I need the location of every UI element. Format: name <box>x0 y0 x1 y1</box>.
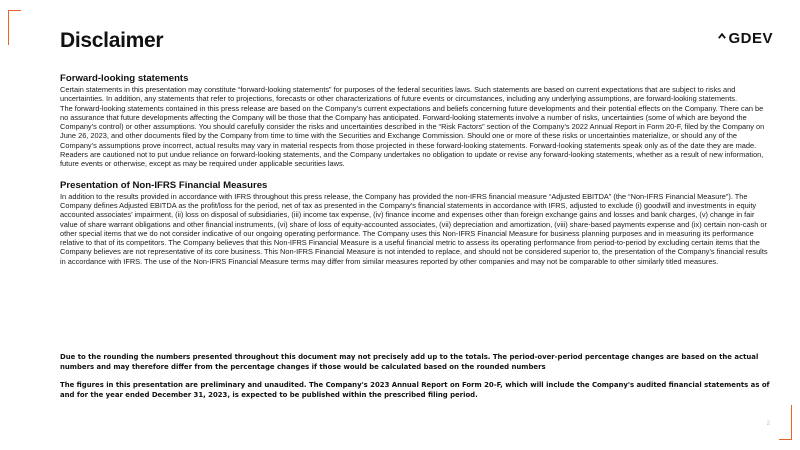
logo-text: GDEV <box>728 30 773 47</box>
section-paragraph: In addition to the results provided in accordance with IFRS throughout this press release, the Company has provided the non-IFRS financial measure “Adjusted EBITDA” (the “Non-IFRS Financial Measure”). The Company defines Adjusted EBITDA as the profit/loss for the period, net of tax as presented in the Company's financial statements in accordance with IFRS, adjusted to exclude (i) goodwill and investments in equity accounted associates’ impairment, (ii) loss on disposal of subsidiaries, (iii) income tax expense, (iv) finance income and expenses other than foreign exchange gains and losses and bank charges, (v) change in fair value of share warrant obligations and other financial instruments, (vi) share of loss of equity-accounted associates, (vii) depreciation and amortization, (viii) share-based payments expense and (ix) certain non-cash or other special items that we do not consider indicative of our ongoing operating performance. The Company uses this Non-IFRS Financial Measure for business planning purposes and in measuring its performance relative to that of its competitors. The Company believes that this Non-IFRS Financial Measure is a useful financial metric to assess its operating performance from period-to-period by excluding certain items that the Company believes are not representative of its core business. This Non-IFRS Financial Measure is not intended to replace, and should not be considered superior to, the presentation of the Company’s financial results in accordance with IFRS. The use of the Non-IFRS Financial Measure terms may differ from similar measures reported by other companies and may not be comparable to other similarly titled measures. <box>60 191 768 266</box>
section-heading: Forward-looking statements <box>60 73 189 84</box>
section-forward-looking <box>60 73 772 169</box>
rounding-note: Due to the rounding the numbers presented throughout this document may not precisely add up to the totals. The period-over-period percentage changes are based on the actual numbers and may therefore differ from the percentage changes if those would be calculated based on the rounded numbers <box>60 353 759 371</box>
gdev-logo <box>718 30 773 47</box>
section-non-ifrs <box>60 180 772 266</box>
preliminary-note: The figures in this presentation are preliminary and unaudited. The Company's 2023 Annual Report on Form 20-F, which will include the Company's audited financial statements as of and for the year ended December 31, 2023, is expected to be published within the prescribed filing period. <box>60 381 770 399</box>
section-heading: Presentation of Non-IFRS Financial Measures <box>60 179 268 191</box>
disclaimer-body <box>60 73 772 266</box>
logo-chevron-icon <box>718 33 726 39</box>
page-title: Disclaimer <box>60 29 164 52</box>
section-paragraph: The forward-looking statements contained in this press release are based on the Company’s current expectations and beliefs concerning future developments and their potential effects on the Company. There can be no assurance that future developments affecting the Company will be those that the Company has anticipated. Forward-looking statements involve a number of risks, uncertainties (some of which are beyond the Company’s control) or other assumptions. You should carefully consider the risks and uncertainties described in the “Risk Factors” section of the Company’s 2022 Annual Report in Form 20-F, filed by the Company on June 26, 2023, and other documents filed by the Company from time to time with the Securities and Exchange Commission. Should one or more of these risks or uncertainties materialize, or should any of the Company’s assumptions prove incorrect, actual results may vary in material respects from those projected in these forward-looking statements. Forward-looking statements speak only as of the date they are made. Readers are cautioned not to put undue reliance on forward-looking statements, and the Company undertakes no obligation to update or revise any forward-looking statements, whether as a result of new information, future events or otherwise, except as may be required under applicable securities laws. <box>60 103 765 169</box>
section-paragraph: Certain statements in this presentation may constitute “forward-looking statements” for purposes of the federal securities laws. Such statements are based on current expectations that are subject to risks and uncertainties. In addition, any statements that refer to projections, forecasts or other characterizations of future events or circumstances, including any underlying assumptions, are forward-looking statements. <box>60 85 737 104</box>
footnotes <box>60 353 772 409</box>
page-number: 2 <box>766 421 770 427</box>
corner-accent-bottom-right <box>779 405 792 440</box>
corner-accent-top-left <box>8 10 21 45</box>
